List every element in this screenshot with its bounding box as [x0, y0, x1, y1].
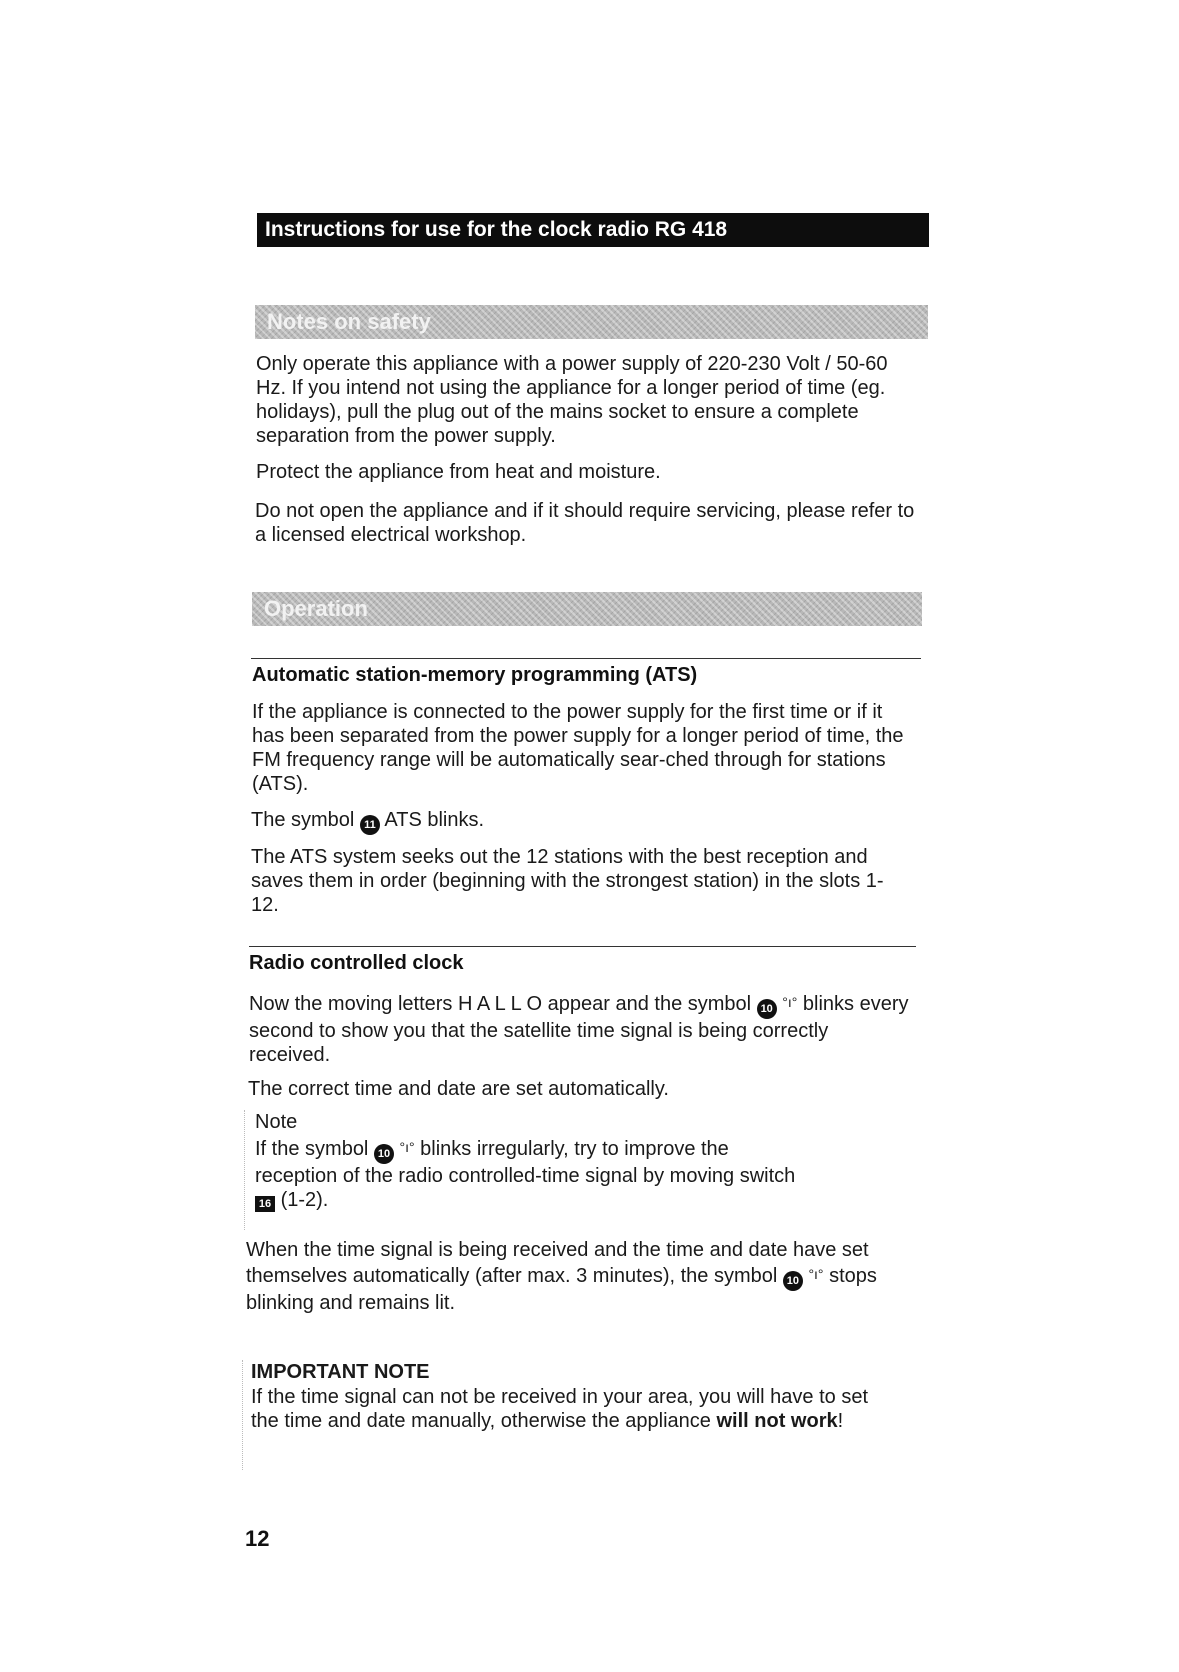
- ats-paragraph-2: [251, 808, 911, 835]
- note-text: [255, 1135, 815, 1212]
- radio-p1-suffix: blinks every second to show you that the satellite time signal is being correctly received.: [249, 993, 909, 1066]
- safety-paragraph-3: Do not open the appliance and if it should require servicing, please refer to a licensed electrical workshop.: [255, 500, 915, 546]
- ats-p2-prefix: The symbol: [251, 809, 355, 831]
- radio-p3-prefix: When the time signal is being received and the time and date have set themselves automatically (after max. 3 minutes), the symbol: [246, 1239, 869, 1287]
- radio-p3-suffix: stops blinking and remains lit.: [246, 1265, 877, 1314]
- note-suffix: (1-2).: [280, 1189, 329, 1211]
- symbol-10-icon: 10: [757, 999, 777, 1019]
- page-number: 12: [245, 1526, 270, 1551]
- ats-paragraph-1: If the appliance is connected to the power supply for the first time or if it has been separated from the power supply for a longer period of time, the FM frequency range will be automatically sear-ched through for stations (ATS).: [252, 701, 904, 795]
- note-label: Note: [255, 1111, 298, 1133]
- safety-paragraph-2: Protect the appliance from heat and moisture.: [256, 461, 661, 483]
- symbol-10-icon: 10: [374, 1144, 394, 1164]
- important-text-suffix: !: [837, 1410, 844, 1432]
- note-box: [244, 1110, 905, 1230]
- important-note-label: IMPORTANT NOTE: [251, 1361, 430, 1383]
- signal-icon: °ı°: [399, 1139, 415, 1155]
- radio-clock-paragraph-2: The correct time and date are set automatically.: [248, 1078, 669, 1100]
- important-note-text: [251, 1385, 901, 1433]
- radio-p1-prefix: Now the moving letters H A L L O appear and the symbol: [249, 993, 752, 1015]
- ats-paragraph-3: The ATS system seeks out the 12 stations with the best reception and saves them in order (beginning with the strongest station) in the slots 1-12.: [251, 846, 884, 916]
- important-note-box: [242, 1360, 903, 1470]
- divider-ats: [251, 658, 921, 659]
- switch-16-icon: 16: [255, 1196, 275, 1212]
- ats-heading: Automatic station-memory programming (ATS): [252, 664, 698, 686]
- radio-clock-heading: Radio controlled clock: [249, 952, 464, 974]
- signal-icon: °ı°: [808, 1266, 824, 1282]
- symbol-11-icon: 11: [360, 815, 380, 835]
- section-heading-safety: Notes on safety: [255, 305, 928, 339]
- safety-paragraph-1: Only operate this appliance with a power supply of 220-230 Volt / 50-60 Hz. If you intend not using the appliance for a longer period of time (eg. holidays), pull the plug out of the mains socket to ensure a complete separation from the power supply.: [256, 353, 888, 447]
- radio-clock-paragraph-1: [249, 990, 909, 1067]
- note-middle: blinks irregularly, try to improve the reception of the radio controlled-time signal by moving switch: [255, 1138, 796, 1187]
- important-text-prefix: If the time signal can not be received in your area, you will have to set the time and date manually, otherwise the appliance: [251, 1386, 869, 1432]
- ats-p2-suffix: ATS blinks.: [384, 809, 485, 831]
- document-title: Instructions for use for the clock radio RG 418: [257, 213, 929, 247]
- symbol-10-icon: 10: [783, 1271, 803, 1291]
- radio-clock-paragraph-3: [246, 1238, 911, 1315]
- important-text-bold: will not work: [716, 1410, 838, 1432]
- section-heading-operation: Operation: [252, 592, 922, 626]
- signal-icon: °ı°: [782, 994, 798, 1010]
- note-prefix: If the symbol: [255, 1138, 369, 1160]
- divider-radio-clock: [249, 946, 916, 947]
